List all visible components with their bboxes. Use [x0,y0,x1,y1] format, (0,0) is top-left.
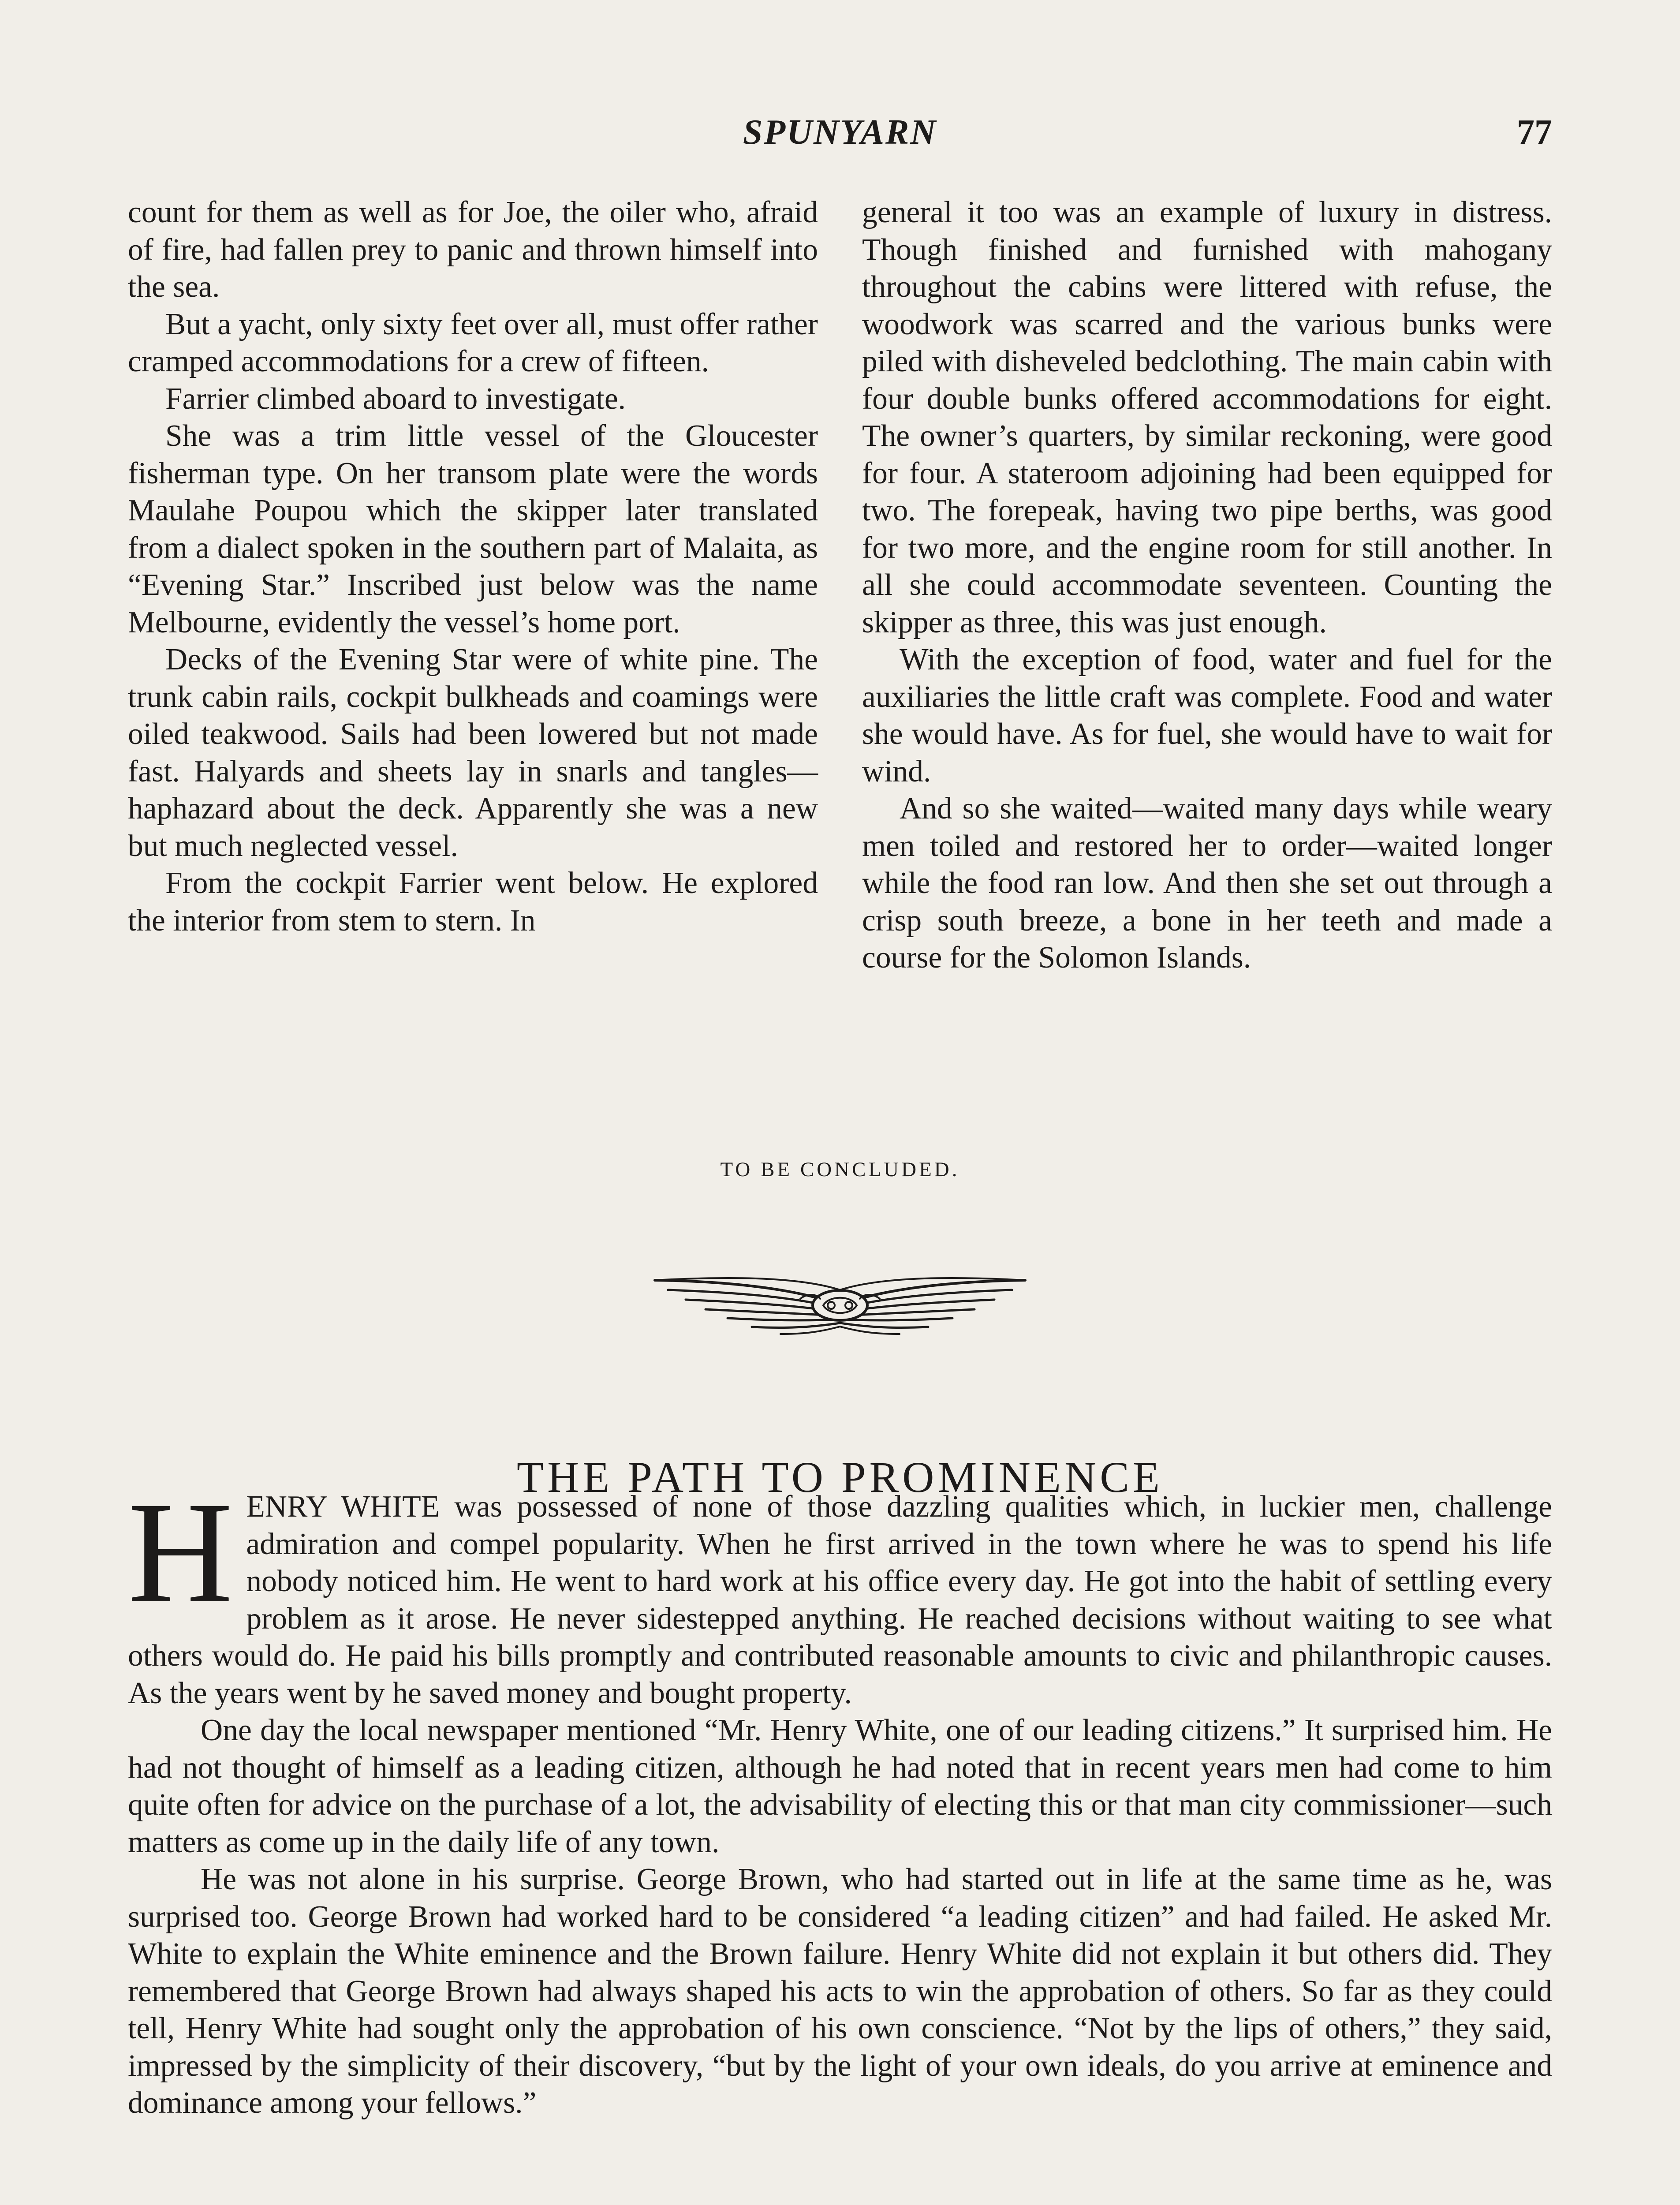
story-paragraph: general it too was an example of luxury in distress. Though finished and furnished with mahogany throughout the cabins were littered with refuse, the woodwork was scarred and the various bunks were piled with disheveled bedclothing. The main cabin with four double bunks offered accommodations for eight. The owner’s quarters, by similar reckoning, were good for four. A stateroom adjoining had been equipped for two. The forepeak, having two pipe berths, was good for two more, and the engine room for still another. In all she could accommodate seventeen. Counting the skipper as three, this was just enough. [862,195,1552,639]
story-paragraph: Decks of the Evening Star were of white pine. The trunk cabin rails, cockpit bulkheads and coamings were oiled teakwood. Sails had been lowered but not made fast. Halyards and sheets lay in snarls and tangles—haphazard about the deck. Apparently she was a new but much neglected vessel. [128,643,818,863]
story-paragraph: count for them as well as for Joe, the oiler who, afraid of fire, had fallen prey to panic and thrown himself into the sea. [128,195,818,304]
story-paragraph: But a yacht, only sixty feet over all, must offer rather cramped accommodations for a crew of fifteen. [128,307,818,378]
story-paragraph: From the cockpit Farrier went below. He explored the interior from stem to stern. In [128,866,818,938]
running-title: SPUNYARN [743,113,937,152]
running-header [128,112,1552,165]
to-be-concluded-note: TO BE CONCLUDED. [720,1158,960,1181]
winged-emblem-icon [650,1263,1030,1338]
story-paragraph: Farrier climbed aboard to investigate. [165,381,626,416]
right-column [862,194,1552,977]
article-paragraph: One day the local newspaper mentioned “Mr. Henry White, one of our leading citizens.” It surprised him. He had not thought of himself as a leading citizen, although he had noted that in recent years men had come to him quite often for advice on the purchase of a lot, the advisability of electing this or that man city commissioner—such matters as come up in the daily life of any town. [128,1713,1552,1859]
first-paragraph-text: ENRY WHITE was possessed of none of those dazzling qualities which, in luckier men, challenge admiration and compel popularity. When he first arrived in the town where he was to spend his life nobody noticed him. He went to hard work at his office every day. He got into the habit of settling every problem as it arose. He never sidestepped anything. He reached decisions without waiting to see what others would do. He paid his bills promptly and contributed reasonable amounts to civic and philanthropic causes. As the years went by he saved money and bought property. [128,1490,1552,1710]
story-columns [128,194,1552,1138]
story-paragraph: She was a trim little vessel of the Gloucester fisherman type. On her transom plate were the words Maulahe Poupou which the skipper later translated from a dialect spoken in the southern part of Malaita, as “Evening Star.” Inscribed just below was the name Melbourne, evidently the vessel’s home port. [128,419,818,639]
page-number: 77 [1517,113,1552,152]
article-title: THE PATH TO PROMINENCE [517,1453,1163,1502]
drop-cap: H [128,1472,233,1633]
left-column [128,194,818,939]
story-paragraph: With the exception of food, water and fuel for the auxiliaries the little craft was complete. Food and water she would have. As for fuel, she would have to wait for wind. [862,643,1552,789]
article-paragraph: He was not alone in his surprise. George Brown, who had started out in life at the same time as he, was surprised too. George Brown had worked hard to be considered “a leading citizen” and had failed. He asked Mr. White to explain the White eminence and the Brown failure. Henry White did not explain it but others did. They remembered that George Brown had always shaped his acts to win the approbation of others. So far as they could tell, Henry White had sought only the approbation of his own conscience. “Not by the lips of others,” they said, impressed by the simplicity of their discovery, “but by the light of your own ideals, do you arrive at eminence and dominance among your fellows.” [128,1862,1552,2120]
story-paragraph: And so she waited—waited many days while weary men toiled and restored her to order—waited longer while the food ran low. And then she set out through a crisp south breeze, a bone in her teeth and made a course for the Solomon Islands. [862,792,1552,975]
